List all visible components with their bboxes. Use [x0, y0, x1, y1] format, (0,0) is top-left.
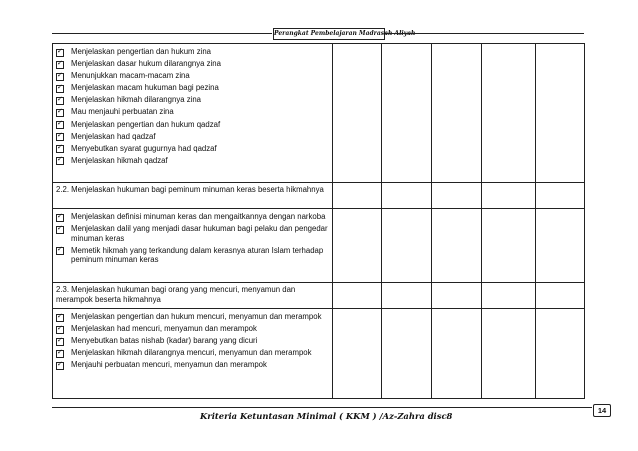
- footer-title: Kriteria Ketuntasan Minimal ( KKM ) /Az-Zahra disc8: [200, 411, 453, 421]
- score-cell: [382, 183, 432, 209]
- indicator-text: Menjelaskan had mencuri, menyamun dan merampok: [71, 324, 257, 334]
- indicator-text: Menjelaskan hikmah dilarangnya zina: [71, 95, 202, 105]
- indicator-text: Mau menjauhi perbuatan zina: [71, 107, 174, 117]
- indicator-item: [53, 224, 332, 243]
- score-cell: [432, 183, 482, 209]
- score-cell: [432, 283, 482, 309]
- score-cell: [432, 309, 482, 399]
- checked-box-icon: [56, 214, 64, 222]
- indicator-text: Menjelaskan definisi minuman keras dan mengaitkannya dengan narkoba: [71, 212, 326, 221]
- indicator-list-cell: [53, 209, 333, 283]
- checked-box-icon: [56, 326, 64, 334]
- checked-box-icon: [56, 85, 64, 93]
- score-cell: [536, 309, 585, 399]
- section-heading-cell: [53, 283, 333, 309]
- indicator-item: [53, 132, 332, 142]
- indicator-text: Menjelaskan pengertian dan hukum mencuri, menyamun dan merampok: [71, 312, 322, 321]
- indicator-list-cell: [53, 309, 333, 399]
- header-title: Perangkat Pembelajaran Madrasah Aliyah: [273, 28, 385, 40]
- kkm-table: [52, 43, 585, 399]
- checked-box-icon: [56, 121, 64, 129]
- score-cell: [333, 309, 382, 399]
- checked-box-icon: [56, 145, 64, 153]
- section-heading-cell: [53, 183, 333, 209]
- indicator-item: [53, 47, 332, 57]
- checked-box-icon: [56, 314, 64, 322]
- indicator-item: [53, 156, 332, 166]
- score-cell: [536, 283, 585, 309]
- score-cell: [333, 183, 382, 209]
- indicator-item: [53, 246, 332, 265]
- indicator-text: Menjelaskan dalil yang menjadi dasar hukuman bagi pelaku dan pengedar minuman keras: [71, 224, 328, 243]
- indicator-list-cell: [53, 44, 333, 183]
- section-heading: 2.2. Menjelaskan hukuman bagi peminum minuman keras beserta hikmahnya: [56, 185, 324, 194]
- score-cell: [536, 44, 585, 183]
- checked-box-icon: [56, 61, 64, 69]
- indicator-text: Menjelaskan had qadzaf: [71, 131, 156, 141]
- indicator-item: [53, 71, 332, 81]
- score-cell: [482, 309, 536, 399]
- checked-box-icon: [56, 226, 64, 234]
- section-heading: 2.3. Menjelaskan hukuman bagi orang yang mencuri, menyamun dan merampok beserta hikmahnya: [56, 285, 296, 304]
- score-cell: [482, 209, 536, 283]
- checked-box-icon: [56, 338, 64, 346]
- indicator-text: Menyebutkan syarat gugurnya had qadzaf: [71, 143, 217, 153]
- score-cell: [382, 309, 432, 399]
- indicator-text: Menjelaskan macam hukuman bagi pezina: [71, 83, 219, 93]
- indicator-item: [53, 324, 332, 334]
- score-cell: [432, 209, 482, 283]
- score-cell: [382, 44, 432, 183]
- checked-box-icon: [56, 157, 64, 165]
- score-cell: [333, 209, 382, 283]
- checked-box-icon: [56, 133, 64, 141]
- indicator-item: [53, 312, 332, 322]
- header-rule-right: [385, 33, 584, 34]
- score-cell: [482, 44, 536, 183]
- indicator-text: Memetik hikmah yang terkandung dalam kerasnya aturan Islam terhadap peminum minuman keras: [71, 245, 324, 265]
- indicator-text: Menunjukkan macam-macam zina: [71, 71, 190, 81]
- score-cell: [482, 183, 536, 209]
- checked-box-icon: [56, 109, 64, 117]
- score-cell: [536, 209, 585, 283]
- kkm-table-body: [53, 44, 585, 399]
- section-heading-row: [53, 283, 585, 309]
- score-cell: [382, 283, 432, 309]
- indicator-text: Menjelaskan pengertian dan hukum zina: [71, 47, 212, 56]
- indicator-text: Menjelaskan dasar hukum dilarangnya zina: [71, 59, 221, 69]
- indicator-item: [53, 348, 332, 358]
- indicator-item: [53, 83, 332, 93]
- score-cell: [536, 183, 585, 209]
- score-cell: [333, 283, 382, 309]
- score-cell: [382, 209, 432, 283]
- header-rule-left: [52, 33, 272, 34]
- score-cell: [482, 283, 536, 309]
- page-number: 14: [593, 404, 611, 417]
- indicator-row: [53, 44, 585, 183]
- section-heading-row: [53, 183, 585, 209]
- indicator-item: [53, 144, 332, 154]
- indicator-item: [53, 107, 332, 117]
- checked-box-icon: [56, 247, 64, 255]
- checked-box-icon: [56, 73, 64, 81]
- indicator-item: [53, 212, 332, 222]
- indicator-item: [53, 120, 332, 130]
- indicator-item: [53, 360, 332, 370]
- indicator-text: Menjelaskan hikmah qadzaf: [71, 155, 168, 165]
- indicator-text: Menjauhi perbuatan mencuri, menyamun dan merampok: [71, 360, 267, 370]
- indicator-text: Menjelaskan hikmah dilarangnya mencuri, menyamun dan merampok: [71, 348, 312, 358]
- indicator-row: [53, 209, 585, 283]
- checked-box-icon: [56, 350, 64, 358]
- checked-box-icon: [56, 97, 64, 105]
- score-cell: [432, 44, 482, 183]
- indicator-item: [53, 59, 332, 69]
- indicator-text: Menyebutkan batas nishab (kadar) barang yang dicuri: [71, 336, 258, 346]
- footer-rule: [52, 407, 592, 408]
- indicator-text: Menjelaskan pengertian dan hukum qadzaf: [71, 119, 221, 129]
- indicator-item: [53, 95, 332, 105]
- score-cell: [333, 44, 382, 183]
- checked-box-icon: [56, 362, 64, 370]
- indicator-row: [53, 309, 585, 399]
- checked-box-icon: [56, 49, 64, 57]
- indicator-item: [53, 336, 332, 346]
